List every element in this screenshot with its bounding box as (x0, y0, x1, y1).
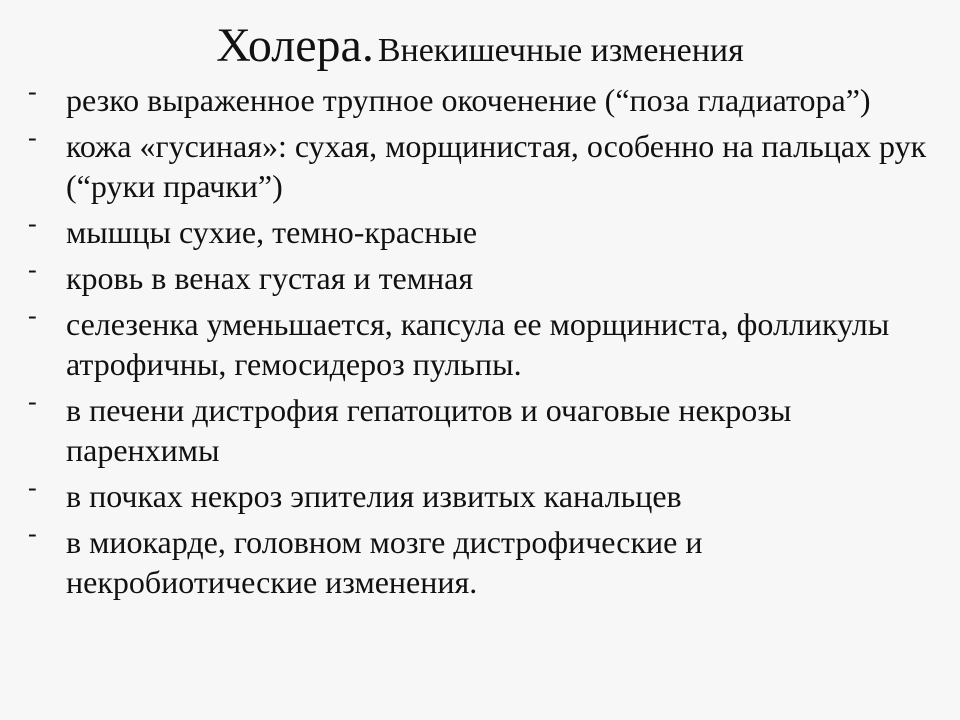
list-item (28, 301, 938, 384)
list-item (28, 519, 938, 602)
dash-bullet: - (28, 255, 37, 284)
list-item (28, 123, 938, 206)
list-item-text: в миокарде, головном мозге дистрофические и некробиотические изменения. (66, 524, 703, 600)
dash-bullet: - (28, 519, 37, 548)
list-item-text: селезенка уменьшается, капсула ее морщиниста, фолликулы атрофичны, гемосидероз пульпы. (66, 306, 890, 382)
dash-bullet: - (28, 123, 37, 152)
list-item (28, 387, 938, 470)
list-item-text: кровь в венах густая и темная (66, 260, 474, 296)
list-item-text: мышцы сухие, темно-красные (66, 214, 478, 250)
list-item-text: в почках некроз эпителия извитых канальцев (66, 478, 682, 514)
list-item (28, 77, 938, 120)
title-main: Холера. (216, 19, 374, 72)
dash-bullet: - (28, 387, 37, 416)
list-item-text: резко выраженное трупное окоченение (“поза гладиатора”) (66, 82, 871, 118)
dash-bullet: - (28, 473, 37, 502)
title-subtitle: Внекишечные изменения (377, 32, 744, 69)
list-item-text: кожа «гусиная»: сухая, морщинистая, особенно на пальцах рук (“руки прачки”) (66, 128, 927, 204)
list-item-text: в печени дистрофия гепатоцитов и очаговые некрозы паренхимы (66, 392, 792, 468)
list-item (28, 209, 938, 252)
dash-bullet: - (28, 209, 37, 238)
list-item (28, 255, 938, 298)
slide-title (0, 18, 960, 73)
list-item (28, 473, 938, 516)
findings-list (28, 77, 938, 608)
dash-bullet: - (28, 301, 37, 330)
dash-bullet: - (28, 77, 37, 106)
